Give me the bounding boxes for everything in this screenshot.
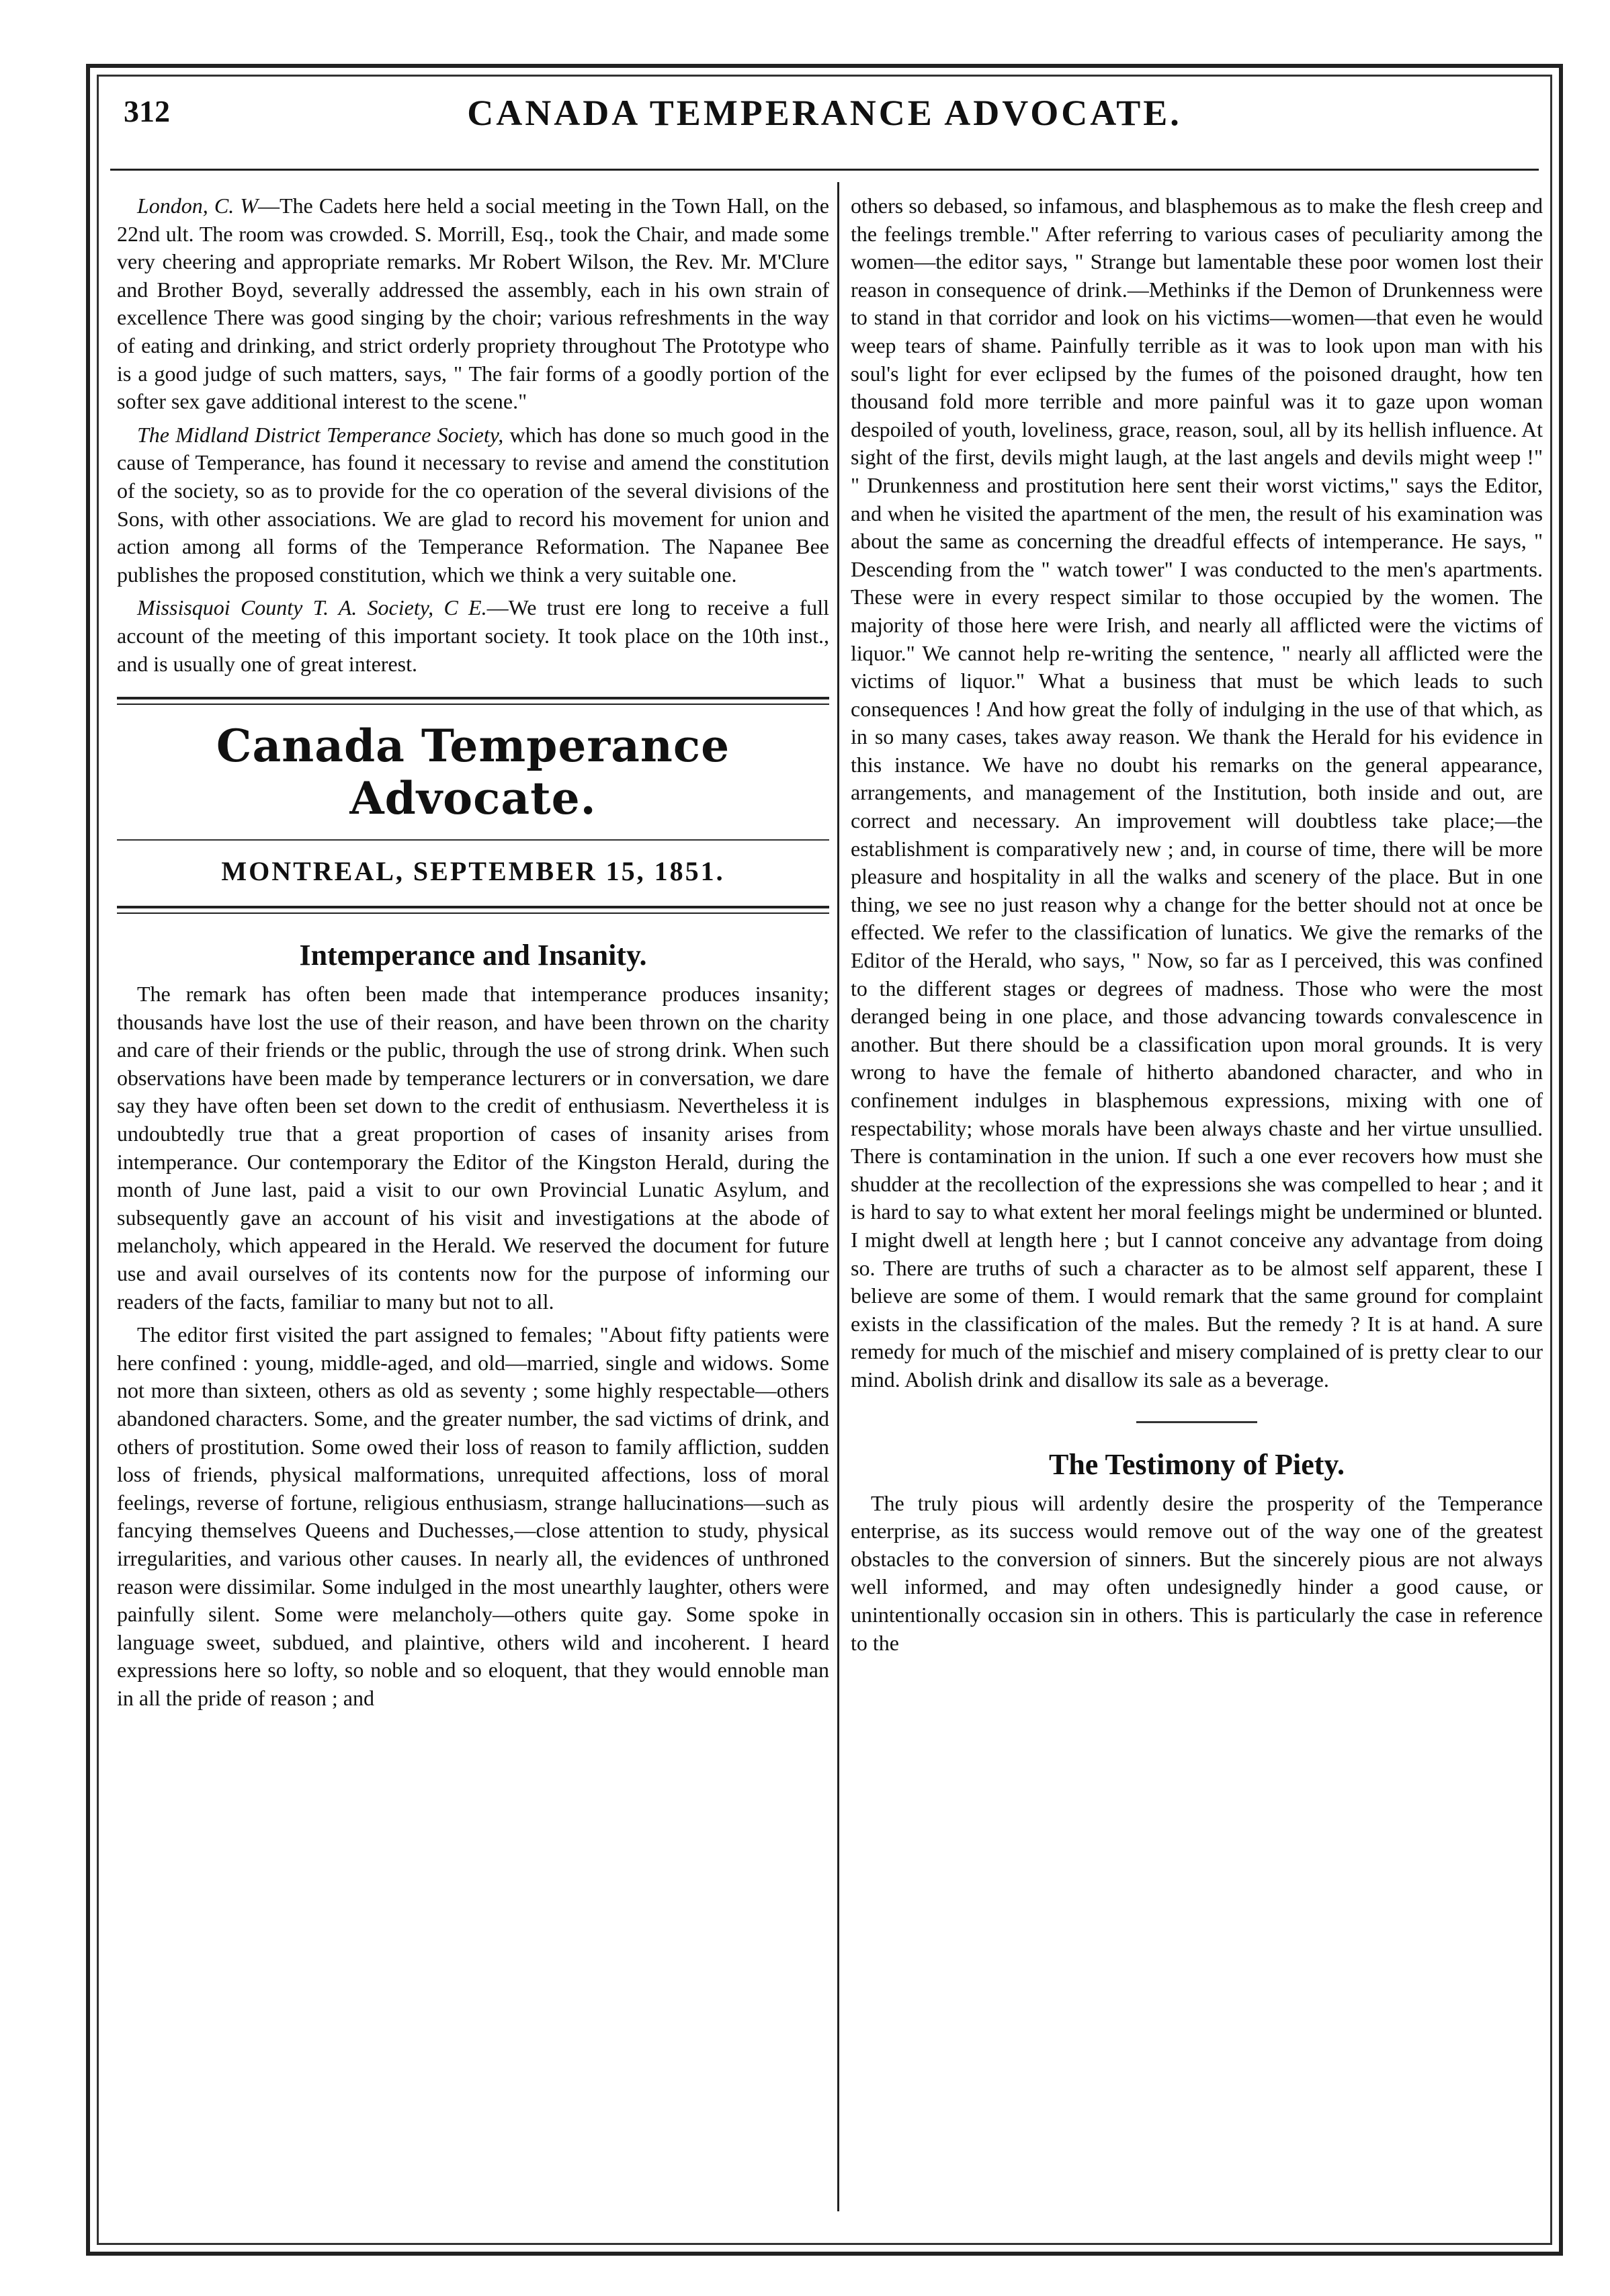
newspaper-page bbox=[86, 64, 1563, 2256]
london-paragraph bbox=[117, 192, 829, 416]
article-continuation: others so debased, so infamous, and blasphemous as to make the flesh creep and the feelings tremble." After referring to various cases of peculiarity among the women—the editor says, " Strange but lamentable these poor women lost their reason in consequence of drink.—Methinks if the Demon of Drunkenness were to stand in that corridor and look on his victims—women—that even he would weep tears of shame. Painfully terrible as it was to look upon man with his soul's light for ever eclipsed by the fumes of the poisoned draught, how ten thousand fold more terrible and more painful was it to gaze upon woman despoiled of youth, loveliness, grace, reason, soul, all by its hellish influence. At sight of the first, devils might laugh, at the last angels and devils might weep !" " Drunkenness and prostitution here sent their worst victims," says the Editor, and when he visited the apartment of the men, the result of his examination was about the same as concerning the dreadful effects of intemperance. He says, " Descending from the " watch tower" I was conducted to the men's apartments. These were in every respect similar to those occupied by the women. The majority of those here were Irish, and nearly all afflicted were the victims of liquor." We cannot help re-writing the sentence, " nearly all afflicted were the victims of liquor." What a business that must be which leads to such consequences ! And how great the folly of indulging in the use of that which, as in so many cases, takes away reason. We thank the Herald for his evidence in this instance. We have no doubt his remarks on the general appearance, arrangements, and management of the Institution, both inside and out, are correct and necessary. An improvement will doubtless take place;—the establishment is comparatively new ; and, in course of time, there will be more pleasure and hospitality in all the walks and scenery of the place. But in one thing, we see no just reason why a change for the better should not at once be effected. We refer to the classification of lunatics. We give the remarks of the Editor of the Herald, who says, " Now, so far as I perceived, this was confined to the different stages or degrees of madness. Those who were the most deranged being in one place, and those advancing towards convalescence in another. But there should be a classification upon moral grounds. It is very wrong to have the female of hitherto abandoned character, and who in confinement indulges in blasphemous expressions, mixing with one of respectability; whose morals have been always chaste and her virtue unsullied. There is contamination in the union. If such a one ever recovers how must she shudder at the recollection of the expressions she was compelled to hear ; and it is hard to say to what extent her moral feelings might be undermined or blunted. I might dwell at length here ; but I cannot conceive any advantage from doing so. There are truths of such a character as to be almost self apparent, these I believe are some of them. I would remark that the same ground for complaint exists in the classification of the males. But the remedy ? It is at hand. A sure remedy for much of the mischief and misery complained of is pretty clear to our mind. Abolish drink and disallow its sale as a beverage. bbox=[851, 194, 1543, 1392]
running-title: CANADA TEMPERANCE ADVOCATE. bbox=[467, 93, 1182, 133]
missisquoi-lead: Missisquoi County T. A. Society, C E. bbox=[137, 595, 487, 620]
left-column bbox=[117, 192, 829, 1718]
header-rule bbox=[110, 169, 1539, 171]
masthead-rule-top bbox=[117, 697, 829, 705]
article-paragraph-1: The remark has often been made that intemperance produces insanity; thousands have lost the use of their reason, and have been thrown on the charity and care of their friends or the public, through the use of strong drink. When such observations have been made by temperance lecturers or in conversation, we dare say they have often been set down to the credit of enthusiasm. Nevertheless it is undoubtedly true that a great proportion of cases of insanity arises from intemperance. Our contemporary the Editor of the Kingston Herald, during the month of June last, paid a visit to our own Provincial Lunatic Asylum, and subsequently gave an account of his visit and investigations at the abode of melancholy, which appeared in the Herald. We reserved the document for future use and avail ourselves of its contents now for the purpose of informing our readers of the facts, familiar to many but not to all. bbox=[117, 982, 829, 1314]
masthead: Canada Temperance Advocate. bbox=[216, 720, 730, 825]
page-number: 312 bbox=[124, 94, 170, 128]
masthead-rule-mid bbox=[117, 839, 829, 841]
section-rule bbox=[1136, 1421, 1257, 1423]
article-paragraph-2: The editor first visited the part assigned to females; "About fifty patients were here confined : young, middle-aged, and old—married, single and widows. Some not more than sixteen, others as old as seventy ; some highly respectable—others abandoned characters. Some, and the greater number, the sad victims of drink, and others of prostitution. Some owed their loss of reason to family affliction, sudden loss of friends, physical malformations, unrequited affections, loss of moral feelings, reverse of fortune, religious enthusiasm, strange hallucinations—such as fancying themselves Queens and Duchesses,—close attention to study, physical irregularities, and various other causes. In nearly all, the evidences of unthroned reason were dissimilar. Some indulged in the most unearthly laughter, others were painfully silent. Some were melancholy—others quite gay. Some spoke in language sweet, subdued, and plaintive, others wild and incoherent. I heard expressions here so lofty, so noble and so eloquent, that they would ennoble man in all the pride of reason ; and bbox=[117, 1322, 829, 1710]
missisquoi-text: —We trust ere long to receive a full account of the meeting of this important society. It took place on the 10th inst., and is usually one of great interest. bbox=[117, 595, 830, 676]
page-header bbox=[110, 80, 1539, 154]
midland-lead: The Midland District Temperance Society, bbox=[137, 422, 504, 447]
column-divider bbox=[837, 182, 839, 2211]
dateline-rule bbox=[117, 906, 829, 914]
piety-paragraph: The truly pious will ardently desire the prosperity of the Temperance enterprise, as its success would remove out of the way one of the greatest obstacles to the conversion of sinners. But the sincerely pious are not always well informed, and may often undesignedly hinder a good cause, or unintentionally occasion sin in others. This is particularly the case in reference to the bbox=[851, 1490, 1543, 1655]
missisquoi-paragraph bbox=[117, 594, 829, 678]
london-text: —The Cadets here held a social meeting in the Town Hall, on the 22nd ult. The room was crowded. S. Morrill, Esq., took the Chair, and made some very cheering and appropriate remarks. Mr Robert Wilson, the Rev. Mr. M'Clure and Brother Boyd, severally addressed the assembly, each in his own strain of excellence There was good singing by the choir; various refreshments in the way of eating and drinking, and strict orderly propriety throughout The Prototype who is a good judge of such matters, says, " The fair forms of a goodly portion of the softer sex gave additional interest to the scene." bbox=[117, 194, 830, 414]
dateline: MONTREAL, SEPTEMBER 15, 1851. bbox=[221, 856, 725, 887]
london-lead: London, C. W bbox=[137, 194, 258, 218]
right-column bbox=[851, 192, 1543, 1662]
section-title: The Testimony of Piety. bbox=[1048, 1447, 1345, 1481]
midland-text: which has done so much good in the cause of Temperance, has found it necessary to revise and amend the constitution of the society, so as to provide for the co operation of the several divisions of the Sons, with other associations. We are glad to record his movement for union and action among all forms of the Temperance Reformation. The Napanee Bee publishes the proposed constitution, which we think a very suitable one. bbox=[117, 422, 829, 587]
midland-paragraph bbox=[117, 421, 829, 589]
article-title: Intemperance and Insanity. bbox=[299, 939, 647, 972]
